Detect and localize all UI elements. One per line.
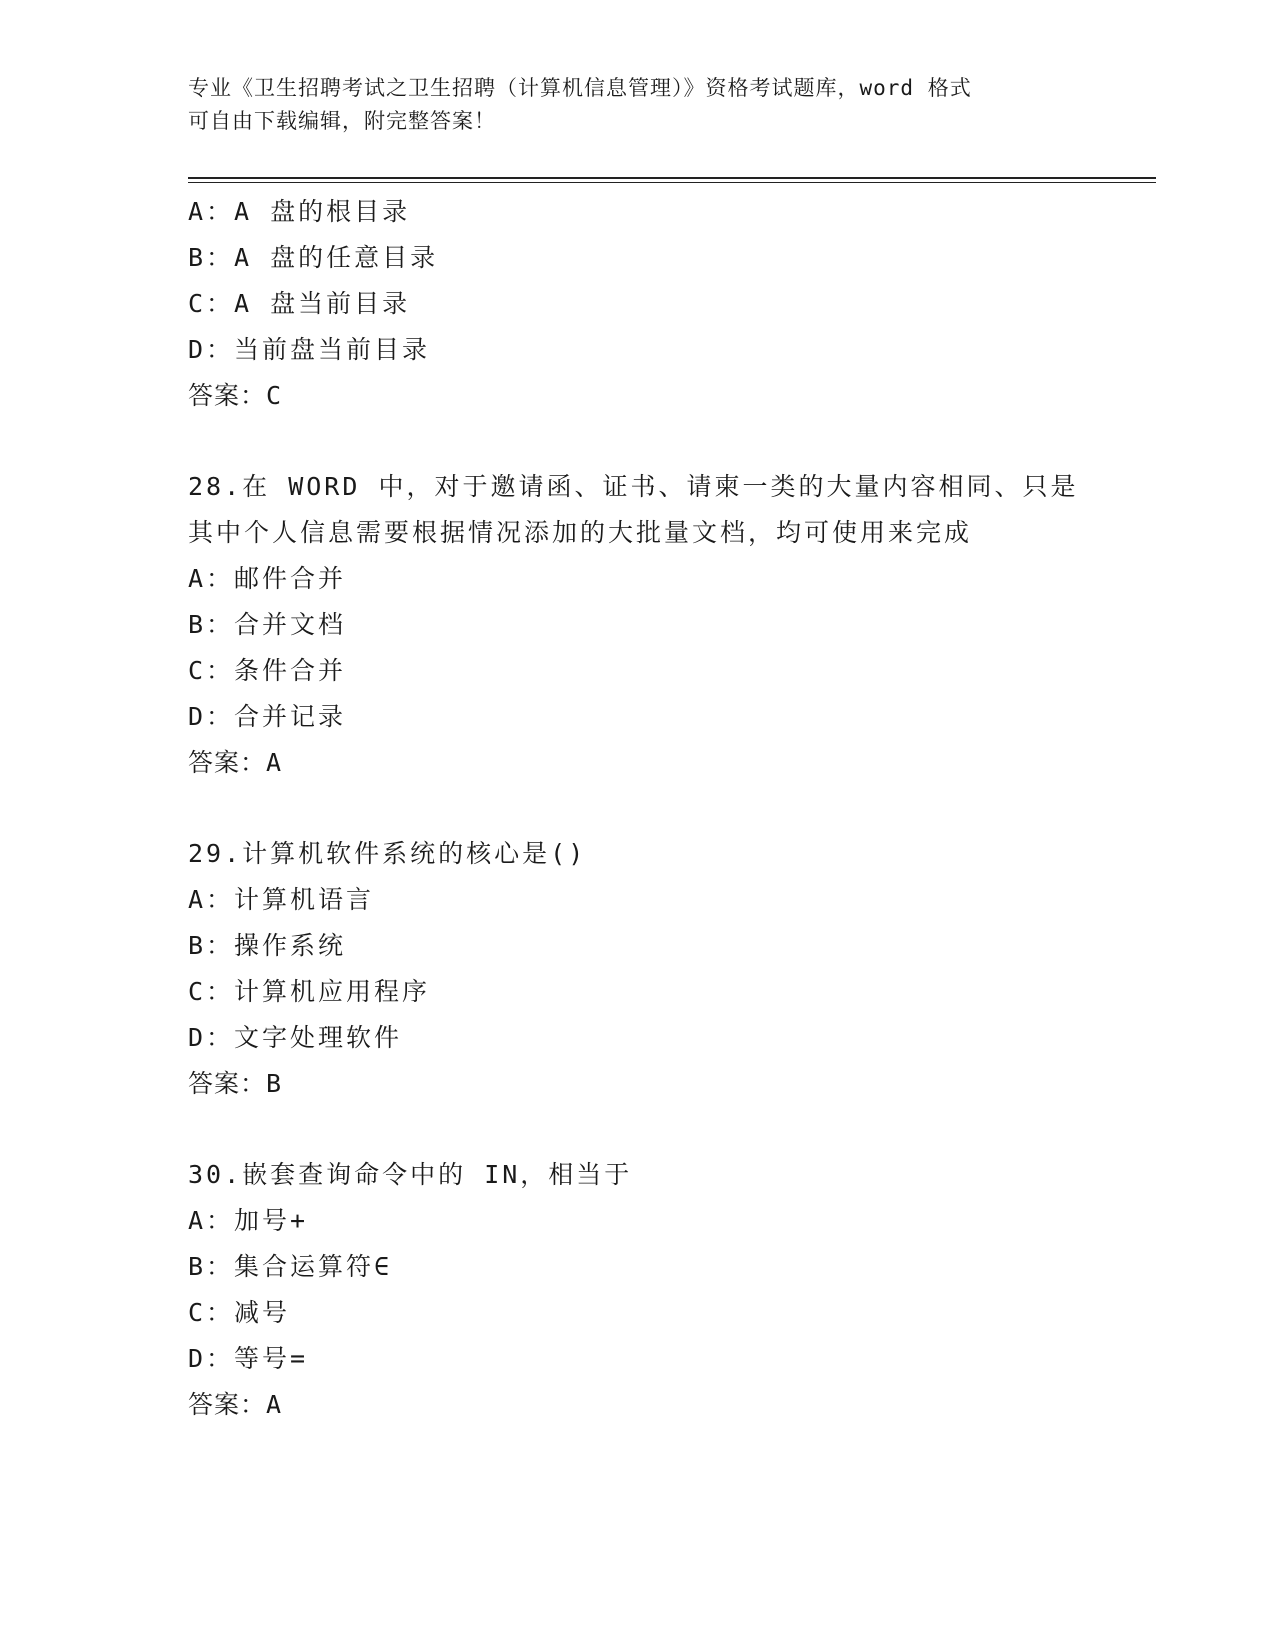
option-b: B：合并文档	[188, 610, 347, 639]
option-b: B：操作系统	[188, 931, 347, 960]
option-b: B：A 盘的任意目录	[188, 243, 439, 272]
document-header	[188, 72, 1068, 138]
option-b: B：集合运算符∈	[188, 1252, 393, 1281]
header-line-1: 专业《卫生招聘考试之卫生招聘（计算机信息管理）》资格考试题库，word 格式	[188, 76, 972, 100]
option-a: A：加号+	[188, 1206, 309, 1235]
option-c: C：减号	[188, 1298, 291, 1327]
header-line-2: 可自由下载编辑，附完整答案！	[188, 109, 496, 133]
option-d: D：等号=	[188, 1344, 309, 1373]
header-divider-thick	[188, 177, 1156, 179]
option-a: A：计算机语言	[188, 885, 375, 914]
question-list	[188, 189, 1108, 1428]
question-29	[188, 831, 1108, 1107]
option-d: D：当前盘当前目录	[188, 335, 431, 364]
question-text-line-2: 其中个人信息需要根据情况添加的大批量文档，均可使用来完成	[188, 518, 973, 547]
answer-line: 答案：A	[188, 748, 283, 777]
option-d: D：文字处理软件	[188, 1023, 403, 1052]
question-text-line-1: 28.在 WORD 中，对于邀请函、证书、请柬一类的大量内容相同、只是	[188, 472, 1079, 501]
option-c: C：条件合并	[188, 656, 347, 685]
option-c: C：A 盘当前目录	[188, 289, 411, 318]
question-text-line-1: 29.计算机软件系统的核心是()	[188, 839, 587, 868]
option-a: A：A 盘的根目录	[188, 197, 411, 226]
option-c: C：计算机应用程序	[188, 977, 431, 1006]
answer-line: 答案：C	[188, 381, 283, 410]
header-divider-thin	[188, 182, 1156, 183]
option-d: D：合并记录	[188, 702, 347, 731]
question-28	[188, 464, 1108, 786]
question-27	[188, 189, 1108, 419]
answer-line: 答案：A	[188, 1390, 283, 1419]
question-30	[188, 1152, 1108, 1428]
option-a: A：邮件合并	[188, 564, 347, 593]
answer-line: 答案：B	[188, 1069, 283, 1098]
question-text-line-1: 30.嵌套查询命令中的 IN，相当于	[188, 1160, 633, 1189]
